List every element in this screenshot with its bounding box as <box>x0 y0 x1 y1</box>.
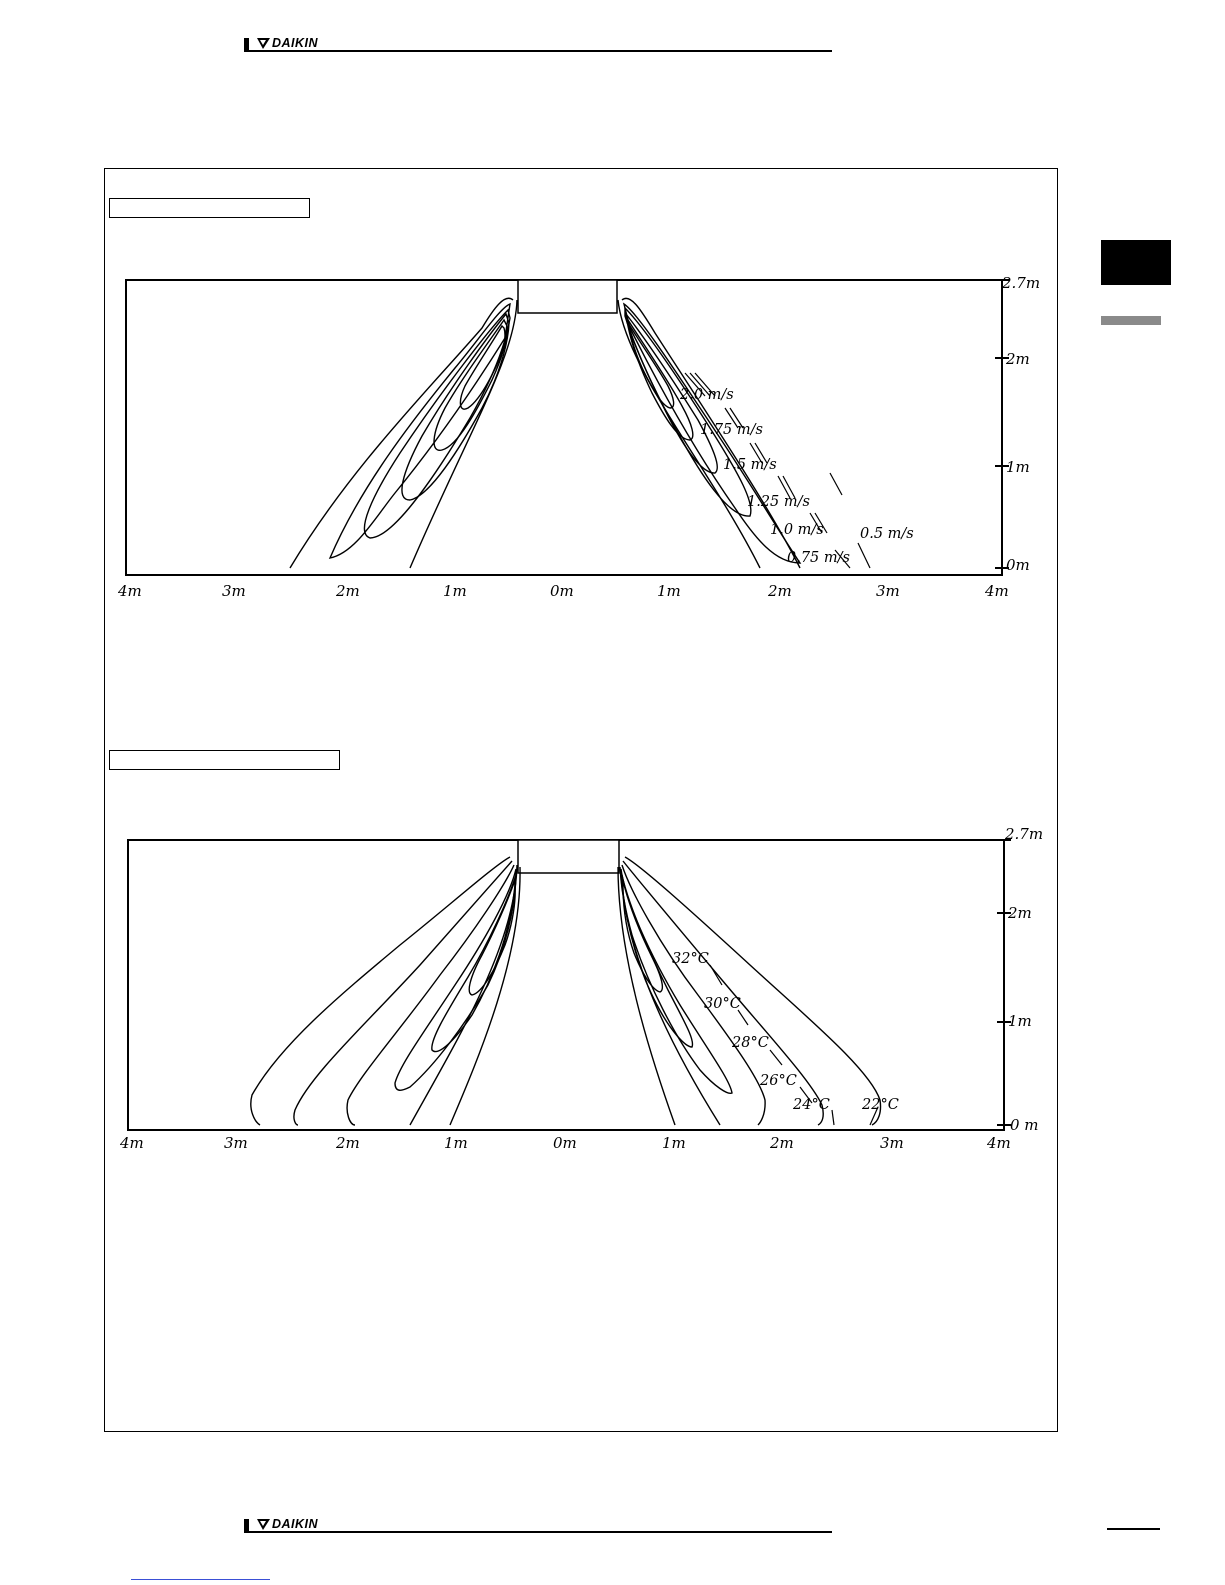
x-tick-label: 3m <box>224 1134 248 1152</box>
x-tick-label: 4m <box>987 1134 1011 1152</box>
contour-label: 2.0 m/s <box>680 387 734 403</box>
right-temperature-contours <box>618 857 881 1125</box>
footer-page-rule <box>1107 1528 1160 1530</box>
y-tick-label: 2m <box>1008 904 1032 922</box>
header-brand-line <box>244 38 832 52</box>
contour-label: 30°C <box>704 996 741 1012</box>
temperature-caption-box <box>109 750 340 770</box>
contour-label: 1.75 m/s <box>700 422 763 438</box>
daikin-logo-icon <box>256 38 270 49</box>
x-tick-label: 1m <box>657 582 681 600</box>
x-tick-label: 4m <box>118 582 142 600</box>
section-tab-grey <box>1101 316 1161 325</box>
y-tick-label: 2.7m <box>1005 825 1044 843</box>
indoor-unit <box>518 840 619 873</box>
contour-label: 22°C <box>862 1097 899 1113</box>
x-tick-label: 0m <box>550 582 574 600</box>
x-tick-label: 3m <box>222 582 246 600</box>
x-tick-label: 1m <box>662 1134 686 1152</box>
x-tick-label: 2m <box>768 582 792 600</box>
x-tick-label: 3m <box>876 582 900 600</box>
header-rule <box>244 50 832 52</box>
contour-label: 1.0 m/s <box>770 522 824 538</box>
x-tick-label: 0m <box>553 1134 577 1152</box>
footer-link-underline <box>131 1579 270 1580</box>
x-tick-label: 2m <box>770 1134 794 1152</box>
y-tick-label: 0 m <box>1010 1116 1039 1134</box>
contour-label: 24°C <box>793 1097 830 1113</box>
y-tick-label: 1m <box>1006 458 1030 476</box>
section-tab-dark <box>1101 240 1171 285</box>
footer-rule <box>244 1531 832 1533</box>
air-velocity-diagram <box>110 268 1060 608</box>
x-tick-label: 2m <box>336 1134 360 1152</box>
x-tick-label: 3m <box>880 1134 904 1152</box>
x-tick-label: 4m <box>985 582 1009 600</box>
left-velocity-contours <box>290 298 517 568</box>
contour-label: 1.5 m/s <box>723 457 777 473</box>
x-tick-label: 1m <box>443 582 467 600</box>
y-tick-label: 2m <box>1006 350 1030 368</box>
footer-brand-line <box>244 1519 832 1533</box>
y-tick-label: 0m <box>1006 556 1030 574</box>
contour-label: 32°C <box>672 951 709 967</box>
contour-label: 0.75 m/s <box>787 550 850 566</box>
contour-label: 28°C <box>732 1035 769 1051</box>
contour-label: 0.5 m/s <box>860 526 914 542</box>
air-temperature-diagram <box>110 825 1060 1165</box>
header-brand-text: DAIKIN <box>272 36 319 50</box>
daikin-logo-icon <box>256 1519 270 1530</box>
x-tick-label: 4m <box>120 1134 144 1152</box>
y-tick-label: 2.7m <box>1002 274 1041 292</box>
x-tick-label: 1m <box>444 1134 468 1152</box>
contour-label: 1.25 m/s <box>747 494 810 510</box>
velocity-caption-box <box>109 198 310 218</box>
indoor-unit <box>518 280 617 313</box>
y-tick-label: 1m <box>1008 1012 1032 1030</box>
x-tick-label: 2m <box>336 582 360 600</box>
left-temperature-contours <box>251 857 520 1125</box>
daikin-logo <box>256 1518 318 1530</box>
footer-brand-text: DAIKIN <box>272 1517 319 1531</box>
daikin-logo <box>256 37 318 49</box>
contour-label: 26°C <box>760 1073 797 1089</box>
